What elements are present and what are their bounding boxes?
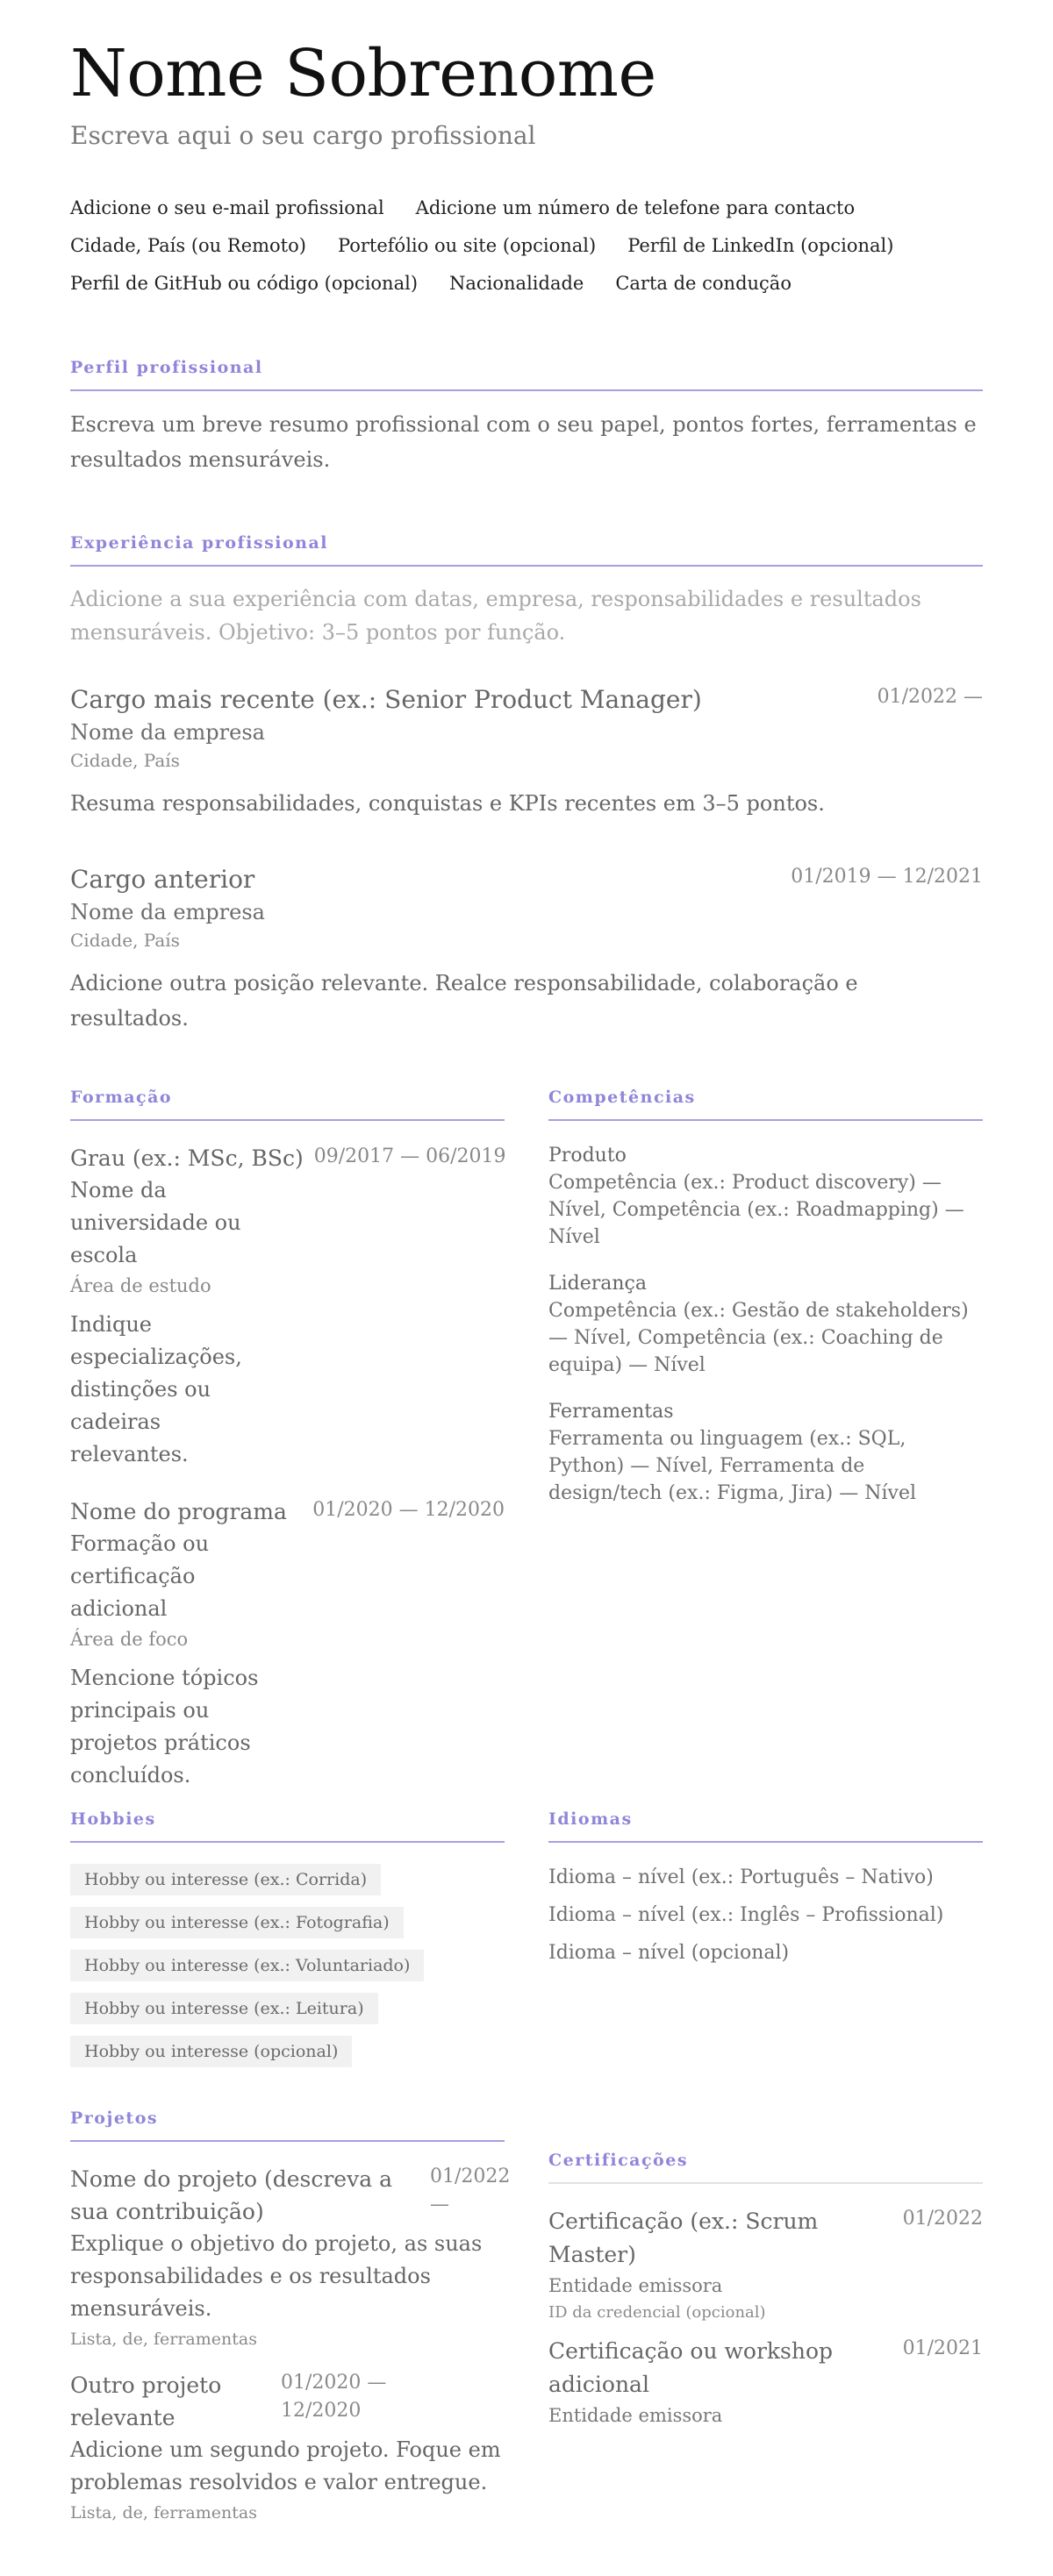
job-company[interactable]: Nome da empresa xyxy=(70,720,265,745)
email-field[interactable]: Adicione o seu e-mail profissional xyxy=(70,197,384,218)
hobby-chip[interactable]: Hobby ou interesse (ex.: Fotografia) xyxy=(70,1907,404,1938)
contact-row xyxy=(70,227,983,265)
section-heading: Experiência profissional xyxy=(70,533,983,567)
section-heading: Formação xyxy=(70,1088,505,1121)
certification-issuer[interactable]: Entidade emissora xyxy=(548,2275,723,2296)
certification-date[interactable]: 01/2022 xyxy=(902,2208,983,2230)
school-name[interactable]: Nome da universidade ou escola xyxy=(70,1178,241,1267)
credential-id[interactable]: ID da credencial (opcional) xyxy=(548,2303,766,2322)
job-title[interactable]: Escreva aqui o seu cargo profissional xyxy=(70,121,536,150)
job-location[interactable]: Cidade, País xyxy=(70,750,180,771)
hobby-chip[interactable]: Hobby ou interesse (opcional) xyxy=(70,2036,352,2067)
degree[interactable]: Nome do programa xyxy=(70,1499,287,1524)
education-section xyxy=(70,1088,505,1792)
language-item[interactable]: Idioma – nível (ex.: Inglês – Profissional) xyxy=(548,1904,944,1926)
linkedin-field[interactable]: Perfil de LinkedIn (opcional) xyxy=(627,235,894,256)
education-entry xyxy=(70,1142,505,1471)
skill-category[interactable]: Produto xyxy=(548,1145,627,1167)
education-description[interactable]: Mencione tópicos principais ou projetos práticos concluídos. xyxy=(70,1666,259,1788)
profile-section xyxy=(70,358,983,477)
hobby-chip[interactable]: Hobby ou interesse (ex.: Voluntariado) xyxy=(70,1950,424,1981)
project-entry xyxy=(70,2163,511,2353)
github-field[interactable]: Perfil de GitHub ou código (opcional) xyxy=(70,273,419,294)
candidate-name[interactable]: Nome Sobrenome xyxy=(70,36,656,111)
contact-info xyxy=(70,189,983,303)
location-field[interactable]: Cidade, País (ou Remoto) xyxy=(70,235,306,256)
section-heading: Projetos xyxy=(70,2109,505,2142)
hobbies-section xyxy=(70,1809,505,2079)
language-list xyxy=(548,1859,983,1972)
hobby-chip[interactable]: Hobby ou interesse (ex.: Leitura) xyxy=(70,1993,378,2024)
skill-group xyxy=(548,1142,983,1251)
skill-list[interactable]: Competência (ex.: Product discovery) — Nível, Competência (ex.: Roadmapping) — Nível xyxy=(548,1172,964,1248)
education-description[interactable]: Indique especializações, distinções ou cadeiras relevantes. xyxy=(70,1312,242,1466)
project-name[interactable]: Outro projeto relevante xyxy=(70,2373,222,2430)
project-tools[interactable]: Lista, de, ferramentas xyxy=(70,2503,257,2522)
project-name[interactable]: Nome do projeto (descreva a sua contribuição) xyxy=(70,2166,392,2224)
education-dates[interactable]: 01/2020 — 12/2020 xyxy=(312,1499,505,1521)
study-area[interactable]: Área de estudo xyxy=(70,1275,211,1296)
project-tools[interactable]: Lista, de, ferramentas xyxy=(70,2330,257,2349)
portfolio-field[interactable]: Portefólio ou site (opcional) xyxy=(337,235,597,256)
contact-row xyxy=(70,189,983,227)
job-description[interactable]: Resuma responsabilidades, conquistas e KPIs recentes em 3–5 pontos. xyxy=(70,791,825,816)
certification-issuer[interactable]: Entidade emissora xyxy=(548,2405,723,2426)
project-dates[interactable]: 01/2020 — 12/2020 xyxy=(281,2372,387,2422)
contact-row xyxy=(70,265,983,303)
section-heading: Certificações xyxy=(548,2151,983,2184)
languages-section xyxy=(548,1809,983,1972)
study-area[interactable]: Área de foco xyxy=(70,1629,189,1650)
profile-summary[interactable]: Escreva um breve resumo profissional com o seu papel, pontos fortes, ferramentas e resultados mensuráveis. xyxy=(70,412,977,472)
project-description[interactable]: Adicione um segundo projeto. Foque em problemas resolvidos e valor entregue. xyxy=(70,2437,501,2494)
section-heading: Competências xyxy=(548,1088,983,1121)
project-dates[interactable]: 01/2022 — xyxy=(430,2166,511,2216)
driving-license-field[interactable]: Carta de condução xyxy=(615,273,792,294)
skill-category[interactable]: Ferramentas xyxy=(548,1401,674,1423)
skill-group xyxy=(548,1270,983,1379)
hobby-list xyxy=(70,1864,505,2079)
job-description[interactable]: Adicione outra posição relevante. Realce responsabilidade, colaboração e resultados. xyxy=(70,971,858,1031)
skill-category[interactable]: Liderança xyxy=(548,1273,647,1295)
language-item[interactable]: Idioma – nível (ex.: Português – Nativo) xyxy=(548,1866,934,1888)
skill-group xyxy=(548,1398,983,1507)
job-entry xyxy=(70,682,983,821)
job-entry xyxy=(70,862,983,1036)
experience-section xyxy=(70,533,983,649)
certification-name[interactable]: Certificação ou workshop adicional xyxy=(548,2338,834,2397)
degree[interactable]: Grau (ex.: MSc, BSc) xyxy=(70,1145,304,1171)
certification-entry xyxy=(548,2205,983,2326)
job-company[interactable]: Nome da empresa xyxy=(70,900,265,924)
education-entry xyxy=(70,1495,505,1792)
nationality-field[interactable]: Nacionalidade xyxy=(449,273,584,294)
section-heading: Idiomas xyxy=(548,1809,983,1843)
project-entry xyxy=(70,2369,505,2527)
job-role[interactable]: Cargo anterior xyxy=(70,865,255,894)
hobby-chip[interactable]: Hobby ou interesse (ex.: Corrida) xyxy=(70,1864,381,1895)
phone-field[interactable]: Adicione um número de telefone para contacto xyxy=(415,197,856,218)
certification-name[interactable]: Certificação (ex.: Scrum Master) xyxy=(548,2209,819,2267)
job-dates[interactable]: 01/2022 — xyxy=(877,686,983,708)
skill-list[interactable]: Competência (ex.: Gestão de stakeholders) — Nível, Competência (ex.: Coaching de equipa) — Nível xyxy=(548,1300,969,1376)
skill-list[interactable]: Ferramenta ou linguagem (ex.: SQL, Python) — Nível, Ferramenta de design/tech (ex.: Figma, Jira) — Nível xyxy=(548,1428,917,1504)
education-dates[interactable]: 09/2017 — 06/2019 xyxy=(313,1145,506,1167)
language-item[interactable]: Idioma – nível (opcional) xyxy=(548,1942,790,1964)
projects-section xyxy=(70,2109,511,2527)
skills-section xyxy=(548,1088,983,1526)
certifications-section xyxy=(548,2151,983,2430)
school-name[interactable]: Formação ou certificação adicional xyxy=(70,1531,210,1621)
experience-hint: Adicione a sua experiência com datas, empresa, responsabilidades e resultados mensuráveis. Objetivo: 3–5 pontos por função. xyxy=(70,587,921,645)
job-location[interactable]: Cidade, País xyxy=(70,930,180,951)
job-role[interactable]: Cargo mais recente (ex.: Senior Product Manager) xyxy=(70,685,702,714)
certification-entry xyxy=(548,2335,983,2430)
job-dates[interactable]: 01/2019 — 12/2021 xyxy=(791,866,983,888)
project-description[interactable]: Explique o objetivo do projeto, as suas responsabilidades e os resultados mensuráveis. xyxy=(70,2231,483,2321)
section-heading: Perfil profissional xyxy=(70,358,983,391)
section-heading: Hobbies xyxy=(70,1809,505,1843)
certification-date[interactable]: 01/2021 xyxy=(902,2337,983,2359)
